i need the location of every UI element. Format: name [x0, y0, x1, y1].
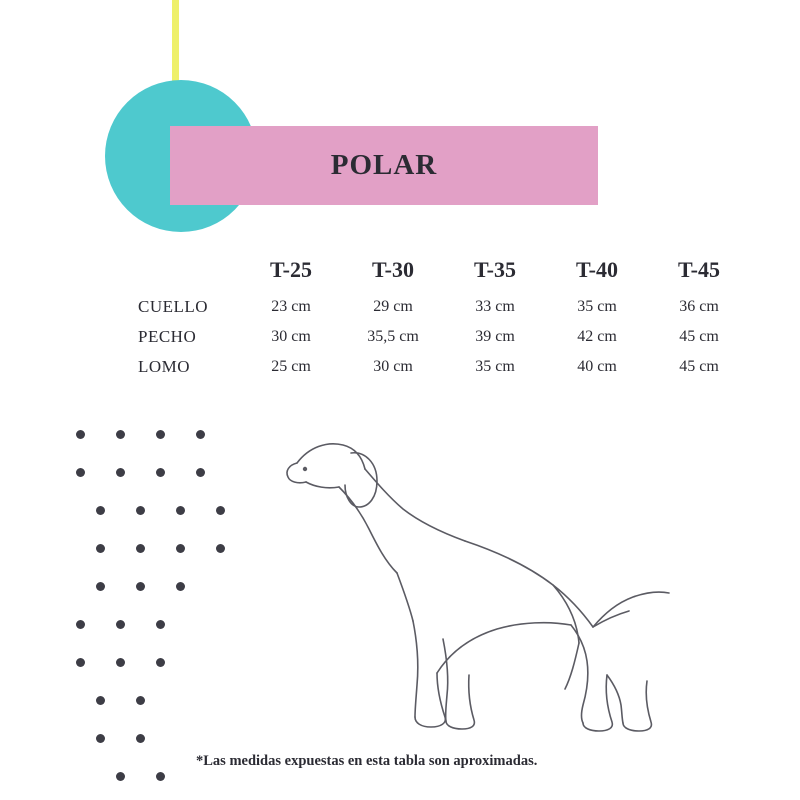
footnote-text: *Las medidas expuestas en esta tabla son aproximadas.	[196, 753, 538, 769]
cell-pecho-t30: 35,5 cm	[367, 328, 419, 345]
cell-lomo-t40: 40 cm	[577, 358, 617, 375]
cell-pecho-t35: 39 cm	[475, 328, 515, 345]
row-label-lomo: LOMO	[138, 357, 191, 376]
cell-lomo-t35: 35 cm	[475, 358, 515, 375]
cell-cuello-t35: 33 cm	[475, 298, 515, 315]
table-row	[130, 322, 750, 352]
row-label-pecho: PECHO	[138, 327, 197, 346]
column-header-t45: T-45	[678, 257, 720, 282]
cell-lomo-t25: 25 cm	[271, 358, 311, 375]
cell-lomo-t45: 45 cm	[679, 358, 719, 375]
cell-cuello-t30: 29 cm	[373, 298, 413, 315]
cell-pecho-t45: 45 cm	[679, 328, 719, 345]
column-header-t35: T-35	[474, 257, 516, 282]
measurement-table	[130, 248, 750, 382]
cell-pecho-t40: 42 cm	[577, 328, 617, 345]
table-row	[130, 352, 750, 382]
column-header-t25: T-25	[270, 257, 312, 282]
column-header-t40: T-40	[576, 257, 618, 282]
cell-cuello-t45: 36 cm	[679, 298, 719, 315]
page-title: POLAR	[330, 149, 438, 181]
dot-pattern-decoration	[60, 420, 230, 790]
column-header-t30: T-30	[372, 257, 414, 282]
cell-lomo-t30: 30 cm	[373, 358, 413, 375]
corner-cell	[130, 248, 240, 292]
table-header-row	[130, 248, 750, 292]
cell-cuello-t40: 35 cm	[577, 298, 617, 315]
dog-outline-illustration	[265, 425, 685, 745]
cell-pecho-t25: 30 cm	[271, 328, 311, 345]
table-row	[130, 292, 750, 322]
cell-cuello-t25: 23 cm	[271, 298, 311, 315]
row-label-cuello: CUELLO	[138, 297, 209, 316]
